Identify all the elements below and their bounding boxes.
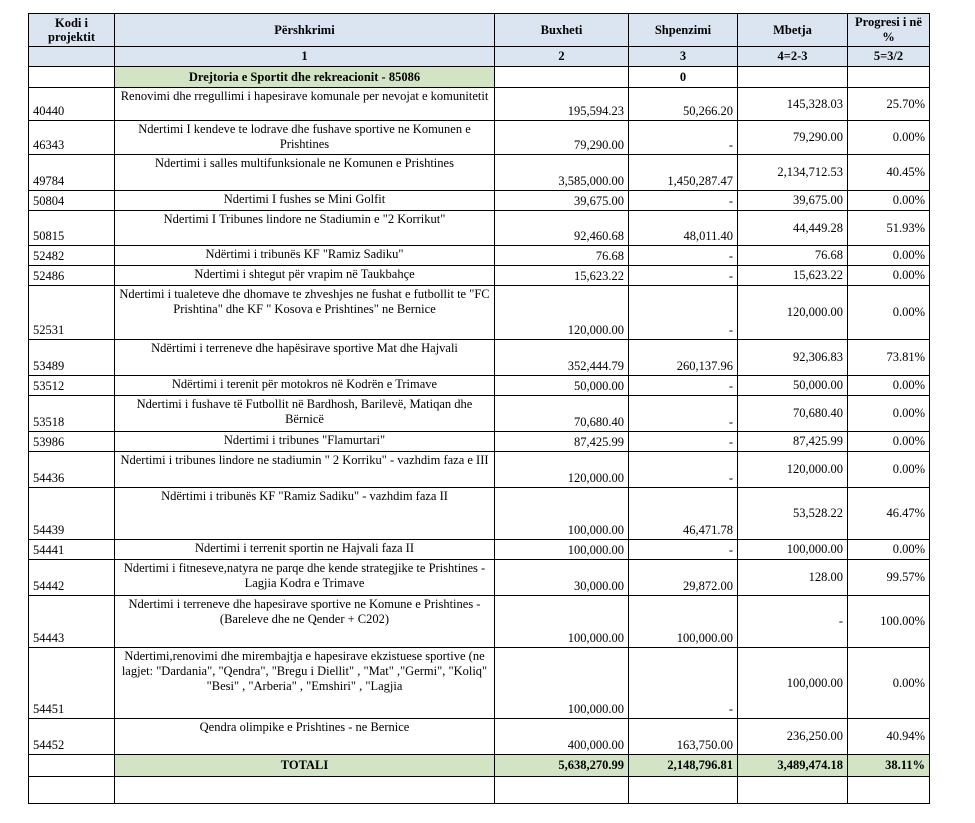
table-row: [29, 648, 930, 719]
project-progress: 0.00%: [848, 396, 930, 432]
project-progress: 100.00%: [848, 596, 930, 648]
project-budget: 100,000.00: [495, 540, 629, 560]
total-remaining: 3,489,474.18: [738, 755, 848, 777]
table-row: [29, 596, 930, 648]
total-row: [29, 755, 930, 777]
table-row: [29, 488, 930, 540]
project-remaining: 15,623.22: [738, 266, 848, 286]
table-row: [29, 432, 930, 452]
project-expense: -: [629, 376, 738, 396]
project-budget: 120,000.00: [495, 286, 629, 340]
project-description: Ndertimi i terreneve dhe hapesirave sportive ne Komune e Prishtines - (Bareleve dhe ne Qender + C202): [115, 596, 495, 648]
header-number-description: 1: [115, 47, 495, 67]
project-description: Ndertimi i terrenit sportin ne Hajvali faza II: [115, 540, 495, 560]
project-progress: 0.00%: [848, 648, 930, 719]
project-budget: 79,290.00: [495, 121, 629, 155]
project-expense: -: [629, 246, 738, 266]
project-expense: -: [629, 432, 738, 452]
header-number-remaining: 4=2-3: [738, 47, 848, 67]
project-description: Ndertimi,renovimi dhe mirembajtja e hapesirave ekzistuese sportive (ne lagjet: "Dardania", "Qendra", "Bregu i Diellit" , "Mat" ,"Germi", "Koliq" "Besi" , "Arberia" , "Emshiri" , "Lagjia: [115, 648, 495, 719]
project-remaining: 79,290.00: [738, 121, 848, 155]
project-progress: 51.93%: [848, 211, 930, 246]
header-progress: Progresi i në %: [848, 14, 930, 47]
project-budget: 50,000.00: [495, 376, 629, 396]
project-remaining: 120,000.00: [738, 452, 848, 488]
project-progress: 0.00%: [848, 452, 930, 488]
project-description: Ndertimi i fitneseve,natyra ne parqe dhe kende strategjike te Prishtines - Lagjia Kodra e Trimave: [115, 560, 495, 596]
project-budget: 87,425.99: [495, 432, 629, 452]
table-row: [29, 211, 930, 246]
project-expense: 46,471.78: [629, 488, 738, 540]
project-code: 52531: [29, 286, 115, 340]
project-progress: 73.81%: [848, 340, 930, 376]
project-description: Ndertimi i tribunes lindore ne stadiumin " 2 Korriku" - vazhdim faza e III: [115, 452, 495, 488]
total-budget: 5,638,270.99: [495, 755, 629, 777]
header-number-progress: 5=3/2: [848, 47, 930, 67]
project-code: 46343: [29, 121, 115, 155]
total-label: TOTALI: [115, 755, 495, 777]
project-description: Ndërtimi i tribunës KF "Ramiz Sadiku": [115, 246, 495, 266]
project-budget: 39,675.00: [495, 191, 629, 211]
table-row: [29, 540, 930, 560]
project-progress: 0.00%: [848, 540, 930, 560]
header-number-code: [29, 47, 115, 67]
blank-cell: [29, 777, 115, 804]
blank-cell: [629, 777, 738, 804]
table-row: [29, 191, 930, 211]
project-expense: -: [629, 540, 738, 560]
table-row: [29, 719, 930, 755]
header-number-expense: 3: [629, 47, 738, 67]
project-expense: 50,266.20: [629, 88, 738, 121]
project-progress: 99.57%: [848, 560, 930, 596]
project-description: Ndertimi i tribunes "Flamurtari": [115, 432, 495, 452]
project-progress: 0.00%: [848, 432, 930, 452]
project-description: Ndertimi i salles multifunksionale ne Komunen e Prishtines: [115, 155, 495, 191]
blank-cell: [738, 777, 848, 804]
project-code: 54439: [29, 488, 115, 540]
project-remaining: -: [738, 596, 848, 648]
table-row: [29, 376, 930, 396]
header-row: [29, 14, 930, 47]
project-description: Qendra olimpike e Prishtines - ne Bernice: [115, 719, 495, 755]
project-code: 53518: [29, 396, 115, 432]
project-description: Renovimi dhe rregullimi i hapesirave komunale per nevojat e komunitetit: [115, 88, 495, 121]
project-progress: 0.00%: [848, 121, 930, 155]
budget-table: [28, 13, 930, 804]
project-description: Ndertimi I fushes se Mini Golfit: [115, 191, 495, 211]
table-row: [29, 340, 930, 376]
project-remaining: 70,680.40: [738, 396, 848, 432]
project-budget: 15,623.22: [495, 266, 629, 286]
table-row: [29, 452, 930, 488]
table-row: [29, 560, 930, 596]
project-budget: 70,680.40: [495, 396, 629, 432]
project-progress: 40.94%: [848, 719, 930, 755]
blank-cell: [848, 777, 930, 804]
project-description: Ndertimi i shtegut për vrapim në Taukbahçe: [115, 266, 495, 286]
project-code: 52482: [29, 246, 115, 266]
section-title: Drejtoria e Sportit dhe rekreacionit - 85086: [115, 67, 495, 88]
project-code: 50804: [29, 191, 115, 211]
project-budget: 352,444.79: [495, 340, 629, 376]
project-budget: 92,460.68: [495, 211, 629, 246]
project-budget: 100,000.00: [495, 596, 629, 648]
project-code: 54436: [29, 452, 115, 488]
project-expense: -: [629, 286, 738, 340]
project-remaining: 100,000.00: [738, 648, 848, 719]
project-remaining: 39,675.00: [738, 191, 848, 211]
project-expense: 1,450,287.47: [629, 155, 738, 191]
project-description: Ndertimi i tualeteve dhe dhomave te zhveshjes ne fushat e futbollit te "FC Prishtina" dhe KF " Kosova e Prishtines" ne Bernice: [115, 286, 495, 340]
project-code: 40440: [29, 88, 115, 121]
table-row: [29, 155, 930, 191]
total-expense: 2,148,796.81: [629, 755, 738, 777]
header-expense: Shpenzimi: [629, 14, 738, 47]
project-description: Ndërtimi i terreneve dhe hapësirave sportive Mat dhe Hajvali: [115, 340, 495, 376]
project-remaining: 236,250.00: [738, 719, 848, 755]
header-number-row: [29, 47, 930, 67]
project-expense: -: [629, 648, 738, 719]
project-progress: 0.00%: [848, 191, 930, 211]
project-description: Ndërtimi i terenit për motokros në Kodrën e Trimave: [115, 376, 495, 396]
project-budget: 100,000.00: [495, 648, 629, 719]
project-expense: -: [629, 191, 738, 211]
section-expense-value: 0: [629, 67, 738, 88]
project-expense: 29,872.00: [629, 560, 738, 596]
project-expense: -: [629, 452, 738, 488]
project-remaining: 50,000.00: [738, 376, 848, 396]
total-progress: 38.11%: [848, 755, 930, 777]
project-expense: 163,750.00: [629, 719, 738, 755]
blank-cell: [115, 777, 495, 804]
blank-row: [29, 777, 930, 804]
project-expense: -: [629, 121, 738, 155]
header-budget: Buxheti: [495, 14, 629, 47]
blank-cell: [495, 777, 629, 804]
project-progress: 25.70%: [848, 88, 930, 121]
project-remaining: 76.68: [738, 246, 848, 266]
project-code: 50815: [29, 211, 115, 246]
table-row: [29, 396, 930, 432]
project-expense: -: [629, 396, 738, 432]
project-progress: 0.00%: [848, 266, 930, 286]
table-row: [29, 121, 930, 155]
project-progress: 0.00%: [848, 246, 930, 266]
project-progress: 0.00%: [848, 286, 930, 340]
section-row: [29, 67, 930, 88]
project-remaining: 128.00: [738, 560, 848, 596]
project-description: Ndertimi I kendeve te lodrave dhe fushave sportive ne Komunen e Prishtines: [115, 121, 495, 155]
project-code: 53512: [29, 376, 115, 396]
header-description: Përshkrimi: [115, 14, 495, 47]
header-code: Kodi i projektit: [29, 14, 115, 47]
project-code: 54441: [29, 540, 115, 560]
project-budget: 195,594.23: [495, 88, 629, 121]
project-expense: 48,011.40: [629, 211, 738, 246]
project-budget: 120,000.00: [495, 452, 629, 488]
project-remaining: 145,328.03: [738, 88, 848, 121]
project-budget: 76.68: [495, 246, 629, 266]
project-code: 54442: [29, 560, 115, 596]
project-budget: 30,000.00: [495, 560, 629, 596]
table-row: [29, 266, 930, 286]
project-description: Ndertimi I Tribunes lindore ne Stadiumin e "2 Korrikut": [115, 211, 495, 246]
table-row: [29, 246, 930, 266]
project-expense: 100,000.00: [629, 596, 738, 648]
project-code: 54451: [29, 648, 115, 719]
project-progress: 40.45%: [848, 155, 930, 191]
project-code: 54443: [29, 596, 115, 648]
project-remaining: 2,134,712.53: [738, 155, 848, 191]
project-code: 52486: [29, 266, 115, 286]
header-remaining: Mbetja: [738, 14, 848, 47]
project-remaining: 92,306.83: [738, 340, 848, 376]
project-remaining: 87,425.99: [738, 432, 848, 452]
table-row: [29, 286, 930, 340]
project-remaining: 120,000.00: [738, 286, 848, 340]
project-description: Ndërtimi i tribunës KF "Ramiz Sadiku" - vazhdim faza II: [115, 488, 495, 540]
project-budget: 100,000.00: [495, 488, 629, 540]
project-expense: -: [629, 266, 738, 286]
table-row: [29, 88, 930, 121]
total-code-empty: [29, 755, 115, 777]
project-code: 53986: [29, 432, 115, 452]
project-budget: 400,000.00: [495, 719, 629, 755]
project-remaining: 53,528.22: [738, 488, 848, 540]
project-description: Ndertimi i fushave të Futbollit në Bardhosh, Barilevë, Matiqan dhe Bërnicë: [115, 396, 495, 432]
project-code: 54452: [29, 719, 115, 755]
header-number-budget: 2: [495, 47, 629, 67]
project-expense: 260,137.96: [629, 340, 738, 376]
project-budget: 3,585,000.00: [495, 155, 629, 191]
project-code: 53489: [29, 340, 115, 376]
project-progress: 0.00%: [848, 376, 930, 396]
project-progress: 46.47%: [848, 488, 930, 540]
project-remaining: 44,449.28: [738, 211, 848, 246]
project-code: 49784: [29, 155, 115, 191]
project-remaining: 100,000.00: [738, 540, 848, 560]
